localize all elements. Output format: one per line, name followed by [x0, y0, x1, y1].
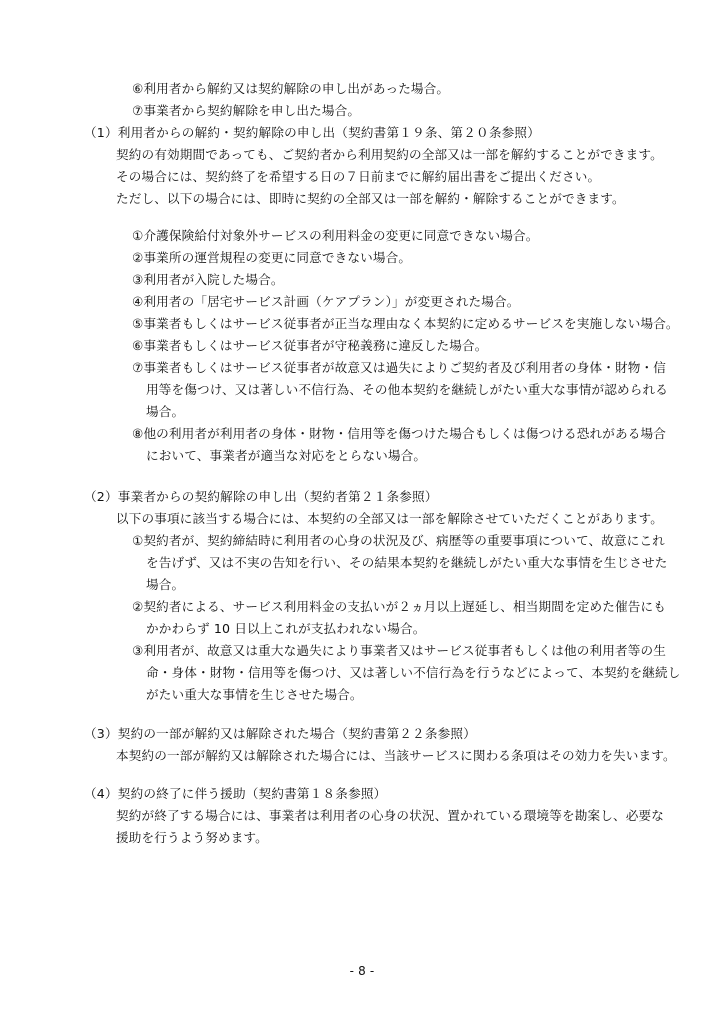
- intro-item-7: ⑦事業者から契約解除を申し出た場合。: [132, 103, 361, 118]
- section1-item-continued: において、事業者が適当な対応をとらない場合。: [146, 448, 427, 463]
- section2-heading: （2）事業者からの契約解除の申し出（契約者第２１条参照）: [84, 489, 438, 504]
- section2-item-continued: を告げず、又は不実の告知を行い、その結果本契約を継続しがたい重大な事情を生じさせた: [146, 555, 668, 570]
- section1-para-line: 契約の有効期間であっても、ご契約者から利用契約の全部又は一部を解約することができます。: [116, 147, 663, 162]
- section1-item: ①介護保険給付対象外サービスの利用料金の変更に同意できない場合。: [132, 228, 539, 243]
- section3-para: 本契約の一部が解約又は解除された場合には、当該サービスに関わる条項はその効力を失います。: [116, 748, 676, 763]
- section1-item: ⑥事業者もしくはサービス従事者が守秘義務に違反した場合。: [132, 338, 488, 353]
- section1-item: ⑧他の利用者が利用者の身体・財物・信用等を傷つけた場合もしくは傷つける恐れがある場合: [132, 426, 666, 441]
- section2-item: ③利用者が、故意又は重大な過失により事業者又はサービス従事者もしくは他の利用者等の生: [132, 643, 666, 658]
- section1-para-line: ただし、以下の場合には、即時に契約の全部又は一部を解約・解除することができます。: [116, 191, 625, 206]
- section2-item-continued: 命・身体・財物・信用等を傷つけ、又は著しい不信行為を行うなどによって、本契約を継続し: [146, 665, 681, 680]
- section1-item: ④利用者の「居宅サービス計画（ケアプラン）」が変更された場合。: [132, 294, 520, 309]
- intro-item-6: ⑥利用者から解約又は契約解除の申し出があった場合。: [132, 81, 450, 96]
- section2-para: 以下の事項に該当する場合には、本契約の全部又は一部を解除させていただくことがあります。: [116, 511, 663, 526]
- section1-item: ②事業所の運営規程の変更に同意できない場合。: [132, 250, 412, 265]
- section4-heading: （4）契約の終了に伴う援助（契約書第１８条参照）: [84, 786, 387, 801]
- section3-heading: （3）契約の一部が解約又は解除された場合（契約書第２２条参照）: [84, 726, 477, 741]
- section2-item-continued: かかわらず 10 日以上これが支払われない場合。: [146, 621, 426, 636]
- section2-item: ②契約者による、サービス利用料金の支払いが２ヵ月以上遅延し、相当期間を定めた催告にも: [132, 599, 666, 614]
- section1-item: ③利用者が入院した場合。: [132, 272, 284, 287]
- section1-item-continued: 場合。: [146, 404, 185, 419]
- section1-item: ⑤事業者もしくはサービス従事者が正当な理由なく本契約に定めるサービスを実施しない場合。: [132, 316, 679, 331]
- section1-item: ⑦事業者もしくはサービス従事者が故意又は過失によりご契約者及び利用者の身体・財物・信: [132, 360, 666, 375]
- section2-item-continued: がたい重大な事情を生じさせた場合。: [146, 687, 363, 702]
- section1-item-continued: 用等を傷つけ、又は著しい不信行為、その他本契約を継続しがたい重大な事情が認められる: [146, 382, 668, 397]
- page-number: - 8 -: [349, 964, 375, 978]
- section2-item-continued: 場合。: [146, 577, 185, 592]
- section1-heading: （1）利用者からの解約・契約解除の申し出（契約書第１９条、第２０条参照）: [84, 125, 540, 140]
- section4-para-line: 契約が終了する場合には、事業者は利用者の心身の状況、置かれている環境等を勘案し、必要な: [116, 808, 664, 823]
- section1-para-line: その場合には、契約終了を希望する日の７日前までに解約届出書をご提出ください。: [116, 169, 601, 184]
- section2-item: ①契約者が、契約締結時に利用者の心身の状況及び、病歴等の重要事項について、故意にこれ: [132, 533, 665, 548]
- section4-para-line: 援助を行うよう努めます。: [116, 830, 268, 845]
